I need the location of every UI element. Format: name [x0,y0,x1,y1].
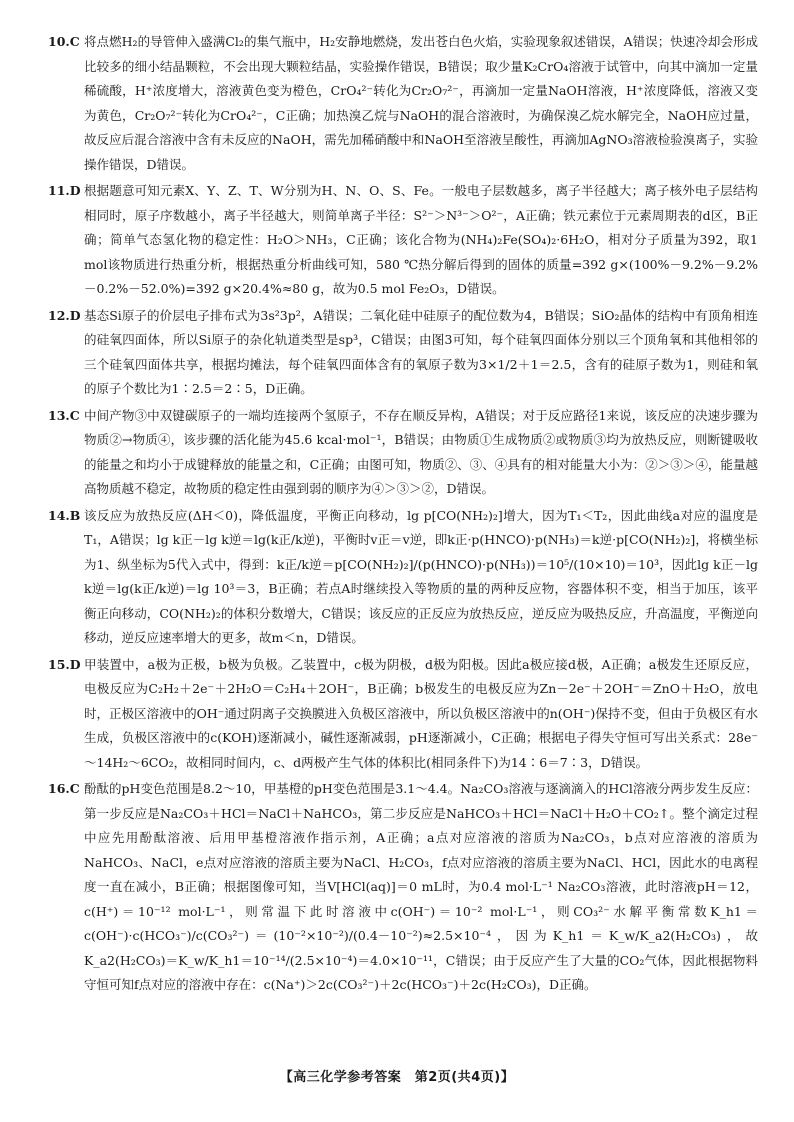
answer-explanation: 将点燃H₂的导管伸入盛满Cl₂的集气瓶中，H₂安静地燃烧，发出苍白色火焰，实验现象叙述错误，A错误；快速冷却会形成比较多的细小结晶颗粒，不会出现大颗粒结晶，实验操作错误，B错误；取少量K₂CrO₄溶液于试管中，向其中滴加一定量稀硫酸，H⁺浓度增大，溶液黄色变为橙色，CrO₄²⁻转化为Cr₂O₇²⁻，再滴加一定量NaOH溶液，H⁺浓度降低，溶液又变为黄色，Cr₂O₇²⁻转化为CrO₄²⁻，C正确；加热溴乙烷与NaOH的混合溶液时，为确保溴乙烷水解完全，NaOH应过量，故反应后混合溶液中含有未反应的NaOH，需先加稀硝酸中和NaOH至溶液呈酸性，再滴加AgNO₃溶液检验溴离子，实验操作错误，D错误。 [84,34,758,172]
question-number: 12.D [48,307,81,323]
answer-item-14 [48,504,758,651]
question-number: 13.C [48,407,80,423]
answer-item-15 [48,653,758,776]
question-number: 10.C [48,34,80,49]
question-number: 11.D [48,183,81,198]
answer-item-10 [48,30,758,177]
answer-explanation: 根据题意可知元素X、Y、Z、T、W分别为H、N、O、S、Fe。一般电子层数越多，离子半径越大；离子核外电子层结构相同时，原子序数越小，离子半径越大，则简单离子半径：S²⁻＞N³⁻＞O²⁻，A正确；铁元素位于元素周期表的d区，B正确；简单气态氢化物的稳定性：H₂O＞NH₃，C正确；该化合物为(NH₄)₂Fe(SO₄)₂·6H₂O，相对分子质量为392，取1 mol该物质进行热重分析，根据热重分析曲线可知，580 ℃热分解后得到的固体的质量=392 g×(100%－9.2%－9.2%－0.2%－52.0%)=392 g×20.4%≈80 g，故为0.5 mol Fe₂O₃，D错误。 [84,183,758,296]
answer-item-13 [48,404,758,502]
answer-item-11 [48,179,758,302]
page-footer: 【高三化学参考答案 第2页(共4页)】 [279,1070,515,1085]
answer-explanation: 基态Si原子的价层电子排布式为3s²3p²，A错误；二氧化硅中硅原子的配位数为4，B错误；SiO₂晶体的结构中有顶角相连的硅氧四面体，所以Si原子的杂化轨道类型是sp³，C错误；由图3可知，每个硅氧四面体分别以三个顶角氧和其他相邻的三个硅氧四面体共享，根据均摊法，每个硅氧四面体含有的氧原子数为3×1/2＋1＝2.5，含有的硅原子数为1，则硅和氧的原子个数比为1∶2.5＝2∶5，D正确。 [84,307,758,396]
answer-explanation: 该反应为放热反应(ΔH＜0)，降低温度，平衡正向移动，lg p[CO(NH₂)₂]增大，因为T₁＜T₂，因此曲线a对应的温度是T₁，A错误；lg k正－lg k逆＝lg(k正/k逆)，平衡时v正＝v逆，即k正·p(HNCO)·p(NH₃)＝k逆·p[CO(NH₂)₂]，将横坐标为1、纵坐标为5代入式中，得到：k正/k逆＝p[CO(NH₂)₂]/(p(HNCO)·p(NH₃))＝10⁵/(10×10)＝10³，因此lg k正－lg k逆＝lg(k正/k逆)＝lg 10³＝3，B正确；若点A时继续投入等物质的量的两种反应物，容器体积不变，相当于加压，该平衡正向移动，CO(NH₂)₂的体积分数增大，C错误；该反应的正反应为放热反应，逆反应为吸热反应，升高温度，平衡逆向移动，逆反应速率增大的更多，故m＜n，D错误。 [84,507,758,645]
answer-explanation: 酚酞的pH变色范围是8.2～10，甲基橙的pH变色范围是3.1～4.4。Na₂CO₃溶液与逐滴滴入的HCl溶液分两步发生反应：第一步反应是Na₂CO₃＋HCl＝NaCl＋NaHCO₃，第二步反应是NaHCO₃＋HCl＝NaCl＋H₂O＋CO₂↑。整个滴定过程中应先用酚酞溶液、后用甲基橙溶液作指示剂，A正确；a点对应溶液的溶质为Na₂CO₃，b点对应溶液的溶质为NaHCO₃、NaCl，e点对应溶液的溶质主要为NaCl、H₂CO₃，f点对应溶液的溶质主要为NaCl、HCl，因此水的电离程度一直在减小，B正确；根据图像可知，当V[HCl(aq)]＝0 mL时，为0.4 mol·L⁻¹ Na₂CO₃溶液，此时溶液pH＝12，c(H⁺)＝10⁻¹² mol·L⁻¹，则常温下此时溶液中c(OH⁻)＝10⁻² mol·L⁻¹，则CO₃²⁻水解平衡常数K_h1＝c(OH⁻)·c(HCO₃⁻)/c(CO₃²⁻)＝(10⁻²×10⁻²)/(0.4－10⁻²)≈2.5×10⁻⁴，因为K_h1＝K_w/K_a2(H₂CO₃)，故K_a2(H₂CO₃)＝K_w/K_h1＝10⁻¹⁴/(2.5×10⁻⁴)＝4.0×10⁻¹¹，C错误；由于反应产生了大量的CO₂气体，因此根据物料守恒可知f点对应的溶液中存在：c(Na⁺)＞2c(CO₃²⁻)＋2c(HCO₃⁻)＋2c(H₂CO₃)，D正确。 [84,781,758,992]
question-number: 15.D [48,656,81,672]
question-number: 16.C [48,781,80,796]
question-number: 14.B [48,507,81,523]
answer-explanation: 中间产物③中双键碳原子的一端均连接两个氢原子，不存在顺反异构，A错误；对于反应路径1来说，该反应的决速步骤为物质②→物质④，该步骤的活化能为45.6 kcal·mol⁻¹，B错误；由物质①生成物质②或物质③均为放热反应，则断键吸收的能量之和均小于成键释放的能量之和，C正确；由图可知，物质②、③、④具有的相对能量大小为：②＞③＞④，能量越高物质越不稳定，故物质的稳定性由强到弱的顺序为④＞③＞②，D错误。 [84,407,758,496]
answer-item-16 [48,777,758,998]
answer-key-page [48,30,758,1000]
answer-item-12 [48,304,758,402]
answer-explanation: 甲装置中，a极为正极，b极为负极。乙装置中，c极为阴极，d极为阳极。因此a极应接d极，A正确；a极发生还原反应，电极反应为C₂H₂＋2e⁻＋2H₂O＝C₂H₄＋2OH⁻，B正确；b极发生的电极反应为Zn－2e⁻＋2OH⁻＝ZnO＋H₂O，放电时，正极区溶液中的OH⁻通过阴离子交换膜进入负极区溶液中，所以负极区溶液中的n(OH⁻)保持不变，但由于负极区有水生成，负极区溶液中的c(KOH)逐渐减小，碱性逐渐减弱，pH逐渐减小，C正确；根据电子得失守恒可写出关系式：28e⁻～14H₂～6CO₂，故相同时间内，c、d两极产生气体的体积比(相同条件下)为14∶6＝7∶3，D错误。 [84,656,758,770]
